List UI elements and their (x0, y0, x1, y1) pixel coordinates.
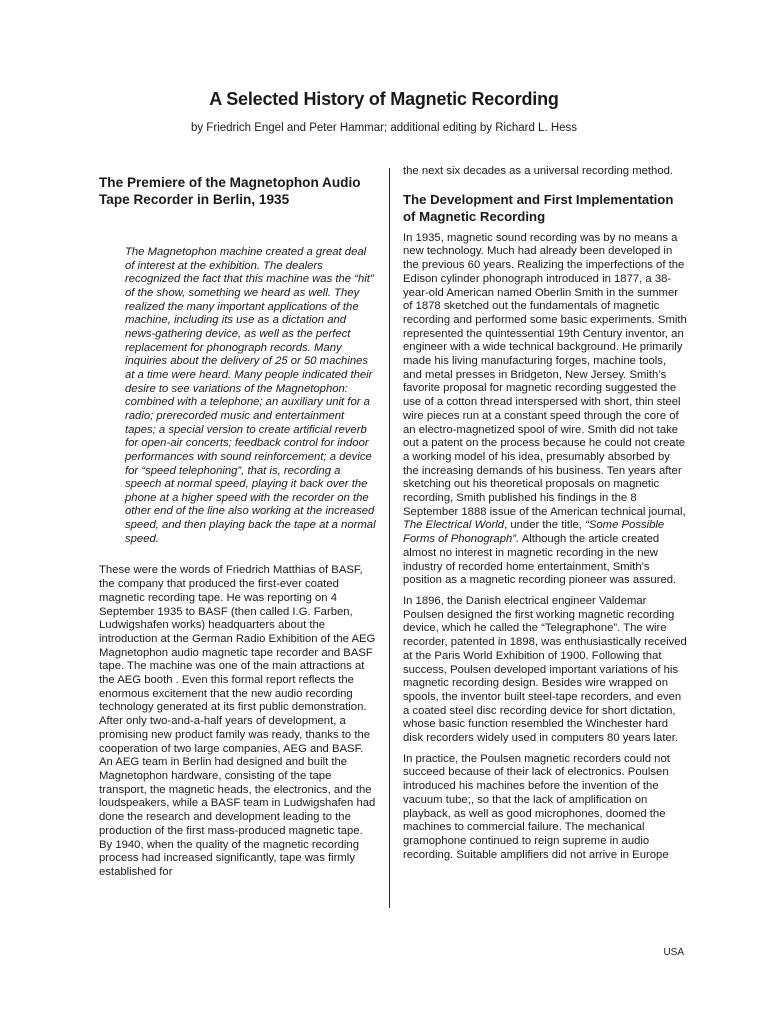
body-paragraph-smith (403, 232, 688, 588)
continuation-text: the next six decades as a universal recording method. (403, 165, 674, 177)
journal-title: The Electrical World (403, 519, 505, 532)
page-footer: USA (663, 947, 684, 958)
paragraph-text: In 1935, magnetic sound recording was by no means a new technology. Much had already been developed in the previous 60 years. Realizing the imperfections of the Edison cylinder phonograph introduced in 1877, a 38-year-old American named Oberlin Smith in the summer of 1878 sketched out the fundamentals of magnetic recording and performed some basic experiments. Smith represented the quintessential 19th Century inventor, an engineer with a wide technical background. He primarily made his living manufacturing forges, machine tools, and metal presses in Bridgeton, New Jersey. Smith’s favorite proposal for magnetic recording suggested the use of a cotton thread interspersed with short, thin steel wire pieces run at a constant speed through the core of an electro-magnetized spool of wire. Smith did not take out a patent on the process because he could not create a working model of his idea, presumably absorbed by the increasing demands of his business. Ten years after sketching out his theoretical proposals on magnetic recording, Smith published his findings in the 8 September 1888 issue of the American technical journal, (403, 231, 687, 518)
section-heading-development: The Development and First Implementation of Magnetic Recording (403, 191, 674, 225)
body-paragraph-practice: In practice, the Poulsen magnetic recorders could not succeed because of their lack of electronics. Poulsen introduced his machines before the invention of the vacuum tube;, so that the lack of amplification on playback, as well as good microphones, doomed the machines to commercial failure. The mechanical gramophone continued to reign supreme in audio recording. Suitable amplifiers did not arrive in Europe (403, 752, 670, 861)
section-heading-premiere: The Premiere of the Magnetophon Audio Tape Recorder in Berlin, 1935 (99, 175, 361, 207)
right-column (403, 165, 688, 862)
document-title: A Selected History of Magnetic Recording (209, 89, 559, 109)
left-column (99, 168, 376, 880)
byline: by Friedrich Engel and Peter Hammar; additional editing by Richard L. Hess (190, 122, 578, 134)
article-title: “Some Possible Forms of Phonograph”. (403, 519, 665, 546)
block-quote: The Magnetophon machine created a great deal of interest at the exhibition. The dealers recognized the fact that this machine was the “hit” of the show, something we heard as well. They realized the many important applications of the machine, including its use as a dictation and news-gathering device, as well as the perfect replacement for phonograph records. Many inquiries about the delivery of 25 or 50 machines at a time were heard. Many people indicated their desire to see variations of the Magnetophon: combined with a telephone; an auxiliary unit for a radio; prerecorded music and entertainment tapes; a special version to create artificial reverb for open-air concerts; feedback control for indoor performances with sound reinforcement; a device for “speed telephoning”, that is, recording a speech at normal speed, playing it back over the phone at a higher speed with the recorder on the other end of the line also working at the increased speed, and then playing back the tape at a normal speed. (125, 246, 376, 545)
body-paragraph-poulsen: In 1896, the Danish electrical engineer Valdemar Poulsen designed the first working magnetic recording device, which he called the “Telegraphone”. The wire recorder, patented in 1898, was enthusiastically received at the Paris World Exhibition of 1900. Following that success, Poulsen developed important variations of his magnetic recording design. Besides wire wrapped on spools, the inventor built steel-tape recorders, and even a coated steel disc recording device for short dictation, whose basic function resembled the Winchester hard disk recorders widely used in computers 80 years later. (403, 594, 687, 745)
column-divider (389, 168, 390, 908)
body-paragraph: These were the words of Friedrich Matthias of BASF, the company that produced the first-ever coated magnetic recording tape. He was reporting on 4 September 1935 to BASF (then called I.G. Farben, Ludwigshafen works) headquarters about the introduction at the German Radio Exhibition of the AEG Magnetophon audio magnetic tape recorder and BASF tape. The machine was one of the main attractions at the AEG booth . Even this formal report reflects the enormous excitement that the new audio recording technology generated at its first public demonstration. After only two-and-a-half years of development, a promising new product family was ready, thanks to the cooperation of two large companies, AEG and BASF. An AEG team in Berlin had designed and built the Magnetophon hardware, consisting of the tape transport, the magnetic heads, the electronics, and the loudspeakers, while a BASF team in Ludwigshafen had done the research and development leading to the production of the first mass-produced magnetic tape. By 1940, when the quality of the magnetic recording process had increased significantly, tape was firmly established for (99, 564, 376, 878)
paragraph-text: Although the article created almost no interest in magnetic recording in the new industry of recorded home entertainment, Smith’s position as a magnetic recording pioneer was assured. (403, 533, 677, 587)
paragraph-text: , under the title, (504, 519, 582, 532)
